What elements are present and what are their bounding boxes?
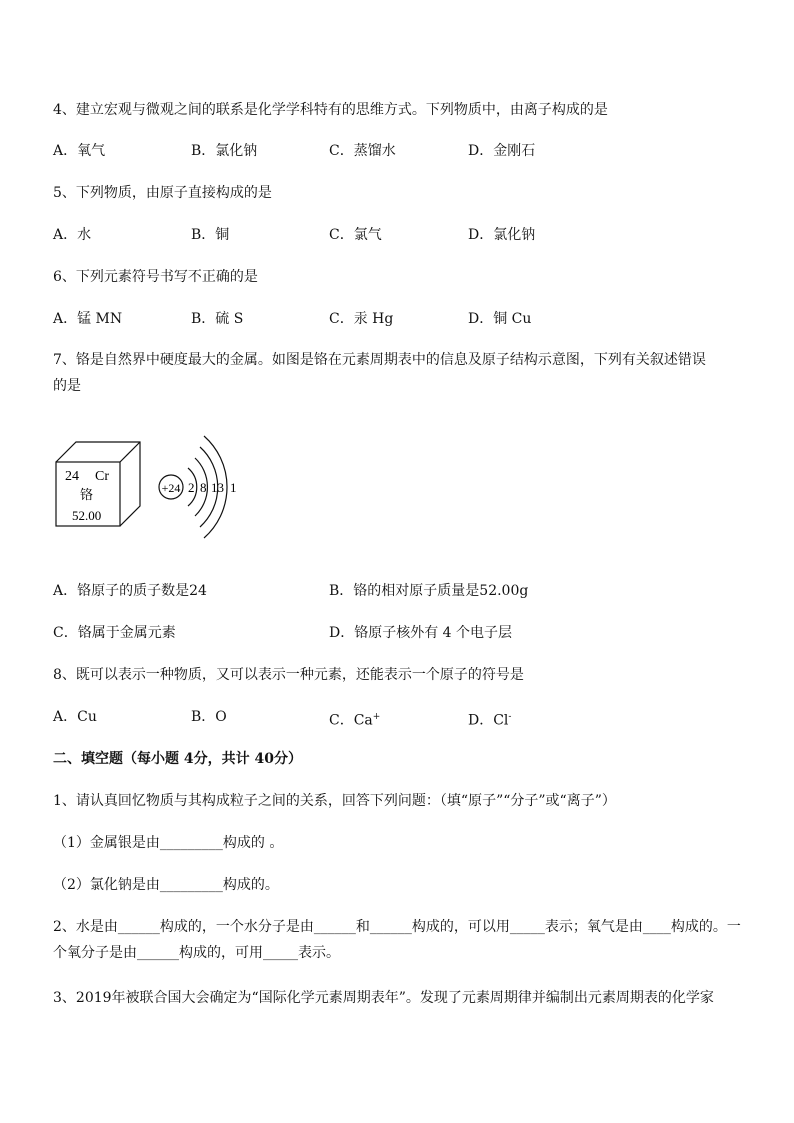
section-2-heading: 二、填空题（每小题 4分，共计 40分） (53, 751, 302, 767)
q7-option-c: C．铬属于金属元素 (53, 625, 176, 641)
q8-option-c (329, 707, 380, 731)
fill-1-stem: 1、请认真回忆物质与其构成粒子之间的关系，回答下列问题：（填“原子”“分子”或“离子”） (53, 793, 616, 809)
q4-option-c: C．蒸馏水 (329, 143, 396, 159)
q8-option-d-charge: - (508, 712, 512, 722)
chromium-figure (50, 420, 250, 550)
q8-option-b: B．O (191, 709, 227, 725)
q4-option-b: B．氯化钠 (191, 143, 258, 159)
q6-option-d: D．铜 Cu (468, 311, 532, 327)
q8-option-d (468, 707, 511, 731)
q8-option-c-text: C．Ca (329, 712, 373, 729)
nucleus-charge: +24 (161, 481, 181, 495)
question-5-stem: 5、下列物质，由原子直接构成的是 (53, 185, 272, 201)
shell-3-electrons: 13 (211, 480, 224, 495)
fill-2-text: 2、水是由______构成的，一个水分子是由______和______构成的，可以用_____表示；氧气是由____构成的。一个氧分子是由______构成的，可用_____表示。 (53, 919, 741, 961)
element-symbol: Cr (95, 469, 109, 484)
question-7-stem-line2: 的是 (53, 378, 81, 394)
q7-option-d: D．铬原子核外有 4 个电子层 (329, 625, 513, 641)
atomic-number: 24 (65, 469, 79, 484)
q6-option-b: B．硫 S (191, 311, 244, 327)
q7-option-b: B．铬的相对原子质量是52.00g (329, 583, 529, 599)
q8-option-d-text: D．Cl (468, 712, 509, 729)
fill-1-sub-1: （1）金属银是由_________构成的 。 (53, 835, 284, 851)
q8-option-a: A．Cu (53, 709, 97, 725)
question-4-stem: 4、建立宏观与微观之间的联系是化学学科特有的思维方式。下列物质中，由离子构成的是 (53, 102, 608, 118)
element-name: 铬 (80, 488, 94, 503)
atomic-mass: 52.00 (72, 508, 102, 523)
q4-option-d: D．金刚石 (468, 143, 536, 159)
q4-option-a: A．氧气 (53, 143, 106, 159)
fill-1-sub-2: （2）氯化钠是由_________构成的。 (53, 877, 279, 893)
question-6-stem: 6、下列元素符号书写不正确的是 (53, 269, 258, 285)
shell-1-electrons: 2 (188, 480, 195, 495)
shell-4-electrons: 1 (230, 480, 237, 495)
q6-option-c: C．汞 Hg (329, 311, 394, 327)
question-7-stem-line1: 7、铬是自然界中硬度最大的金属。如图是铬在元素周期表中的信息及原子结构示意图，下列有关叙述错误 (53, 352, 706, 368)
q5-option-a: A．水 (53, 227, 92, 243)
q7-option-a: A．铬原子的质子数是24 (53, 583, 207, 599)
q8-option-c-charge: + (372, 712, 381, 722)
q6-option-a: A．锰 MN (53, 311, 123, 327)
question-8-stem: 8、既可以表示一种物质，又可以表示一种元素，还能表示一个原子的符号是 (53, 667, 524, 683)
shell-2-electrons: 8 (200, 480, 207, 495)
fill-3-text: 3、2019年被联合国大会确定为“国际化学元素周期表年”。发现了元素周期律并编制出元素周期表的化学家 (53, 990, 714, 1006)
q5-option-c: C．氯气 (329, 227, 382, 243)
q5-option-b: B．铜 (191, 227, 230, 243)
q5-option-d: D．氯化钠 (468, 227, 536, 243)
